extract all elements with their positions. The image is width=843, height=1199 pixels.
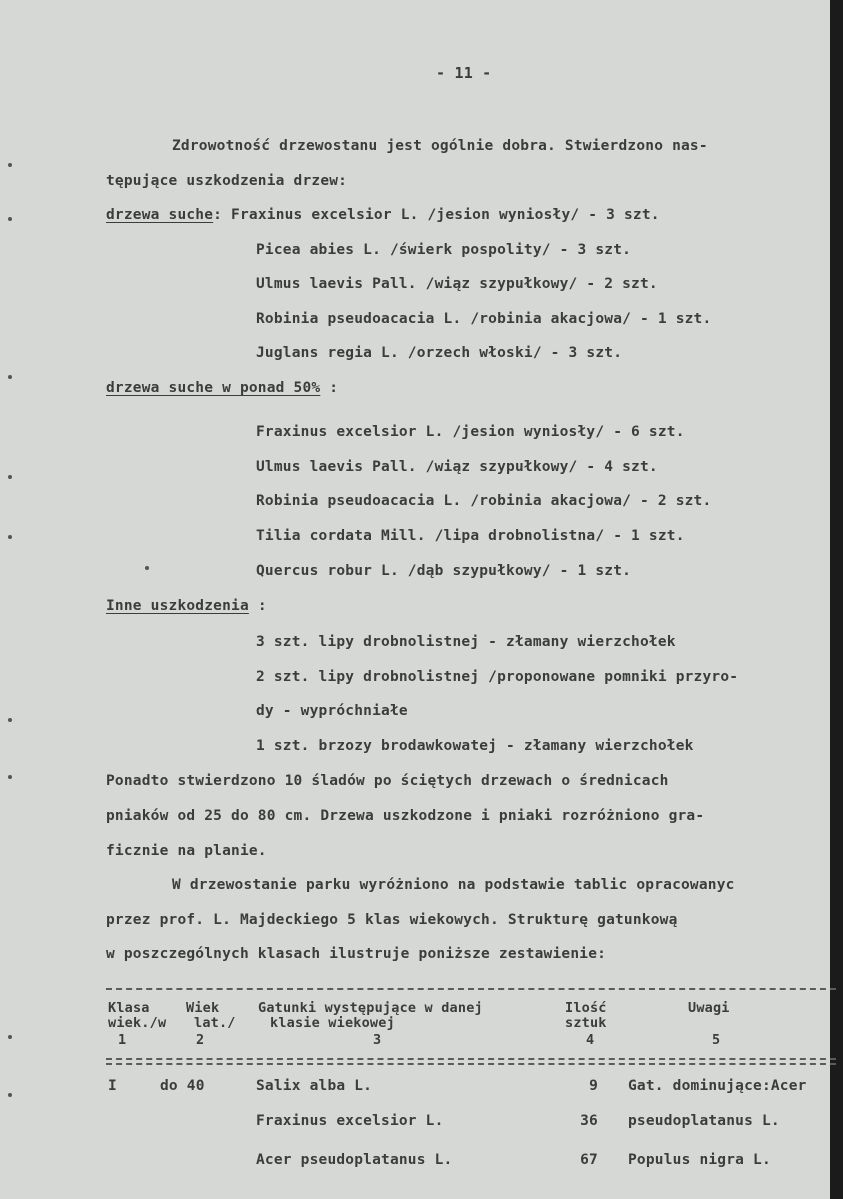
dry-trees-heading-row — [106, 206, 660, 224]
dry-trees-item: Picea abies L. /świerk pospolity/ - 3 szt. — [256, 242, 632, 258]
paragraph1-line: Ponadto stwierdzono 10 śladów po ściętych drzewach o średnicach — [106, 773, 669, 789]
dry-over-50-heading: drzewa suche w ponad 50% — [106, 380, 321, 396]
table-header-gatunki: klasie wiekowej — [270, 1015, 395, 1031]
scan-edge — [830, 0, 843, 1199]
table-cell-gatunek: Fraxinus excelsior L. — [256, 1113, 444, 1129]
scan-dot — [8, 775, 12, 779]
table-header-ilosc: sztuk — [565, 1015, 607, 1031]
dry-trees-heading: drzewa suche — [106, 207, 214, 223]
dry-trees-colon: : — [213, 207, 223, 223]
paragraph1-line: pniaków od 25 do 80 cm. Drzewa uszkodzone i pniaki rozróżniono gra- — [106, 808, 705, 824]
dry-over-50-colon: : — [329, 380, 339, 396]
scan-dot — [145, 566, 149, 570]
page-number: - 11 - — [436, 64, 492, 82]
intro-line-1: Zdrowotność drzewostanu jest ogólnie dobra. Stwierdzono nas- — [172, 138, 708, 154]
scan-dot — [8, 718, 12, 722]
dry-over-50-item: Robinia pseudoacacia L. /robinia akacjowa/ - 2 szt. — [256, 493, 712, 509]
table-cell-uwagi: Populus nigra L. — [628, 1152, 771, 1168]
table-cell-ilosc: 67 — [580, 1152, 598, 1168]
table-col-number: 2 — [196, 1032, 205, 1048]
table-top-rule — [106, 988, 836, 990]
dry-trees-item: Ulmus laevis Pall. /wiąz szypułkowy/ - 2 szt. — [256, 276, 658, 292]
scan-dot — [8, 1093, 12, 1097]
dry-over-50-item: Tilia cordata Mill. /lipa drobnolistna/ - 1 szt. — [256, 528, 685, 544]
table-cell-gatunek: Acer pseudoplatanus L. — [256, 1152, 453, 1168]
dry-over-50-item: Ulmus laevis Pall. /wiąz szypułkowy/ - 4 szt. — [256, 459, 658, 475]
table-cell-uwagi: Gat. dominujące:Acer — [628, 1078, 807, 1094]
other-damage-item: dy - wypróchniałe — [256, 703, 408, 719]
table-cell-wiek: do 40 — [160, 1078, 205, 1094]
other-damage-item: 3 szt. lipy drobnolistnej - złamany wierzchołek — [256, 634, 676, 650]
table-header-wiek: lat./ — [194, 1015, 236, 1031]
table-cell-gatunek: Salix alba L. — [256, 1078, 373, 1094]
other-damage-heading: Inne uszkodzenia — [106, 598, 249, 614]
dry-over-50-heading-row — [106, 379, 338, 397]
dry-trees-item: Robinia pseudoacacia L. /robinia akacjowa/ - 1 szt. — [256, 311, 712, 327]
paragraph1-line: ficznie na planie. — [106, 843, 267, 859]
table-cell-ilosc: 9 — [589, 1078, 598, 1094]
table-header-rule — [106, 1063, 836, 1065]
paragraph2-line: w poszczególnych klasach ilustruje poniższe zestawienie: — [106, 946, 607, 962]
other-damage-item: 2 szt. lipy drobnolistnej /proponowane pomniki przyro- — [256, 669, 739, 685]
table-header-gatunki: Gatunki występujące w danej — [258, 1000, 483, 1016]
dry-trees-item: Juglans regia L. /orzech włoski/ - 3 szt. — [256, 345, 623, 361]
table-header-uwagi: Uwagi — [688, 1000, 730, 1016]
other-damage-heading-row — [106, 597, 267, 615]
table-header-rule — [106, 1058, 836, 1060]
table-col-number: 3 — [373, 1032, 382, 1048]
table-header-klasa: wiek./w — [108, 1015, 167, 1031]
other-damage-colon: : — [257, 598, 267, 614]
table-header-klasa: Klasa — [108, 1000, 150, 1016]
scan-dot — [8, 217, 12, 221]
table-header-ilosc: Ilość — [565, 1000, 607, 1016]
table-col-number: 5 — [712, 1032, 721, 1048]
other-damage-item: 1 szt. brzozy brodawkowatej - złamany wierzchołek — [256, 738, 694, 754]
dry-over-50-item: Fraxinus excelsior L. /jesion wyniosły/ - 6 szt. — [256, 424, 685, 440]
table-cell-uwagi: pseudoplatanus L. — [628, 1113, 780, 1129]
paragraph2-line: przez prof. L. Majdeckiego 5 klas wiekowych. Strukturę gatunkową — [106, 912, 678, 928]
dry-trees-item: Fraxinus excelsior L. /jesion wyniosły/ - 3 szt. — [231, 207, 660, 223]
paragraph2-line: W drzewostanie parku wyróżniono na podstawie tablic opracowanyc — [172, 877, 735, 893]
table-col-number: 4 — [586, 1032, 595, 1048]
table-col-number: 1 — [118, 1032, 127, 1048]
table-header-wiek: Wiek — [186, 1000, 220, 1016]
intro-line-2: tępujące uszkodzenia drzew: — [106, 173, 348, 189]
scan-dot — [8, 475, 12, 479]
scan-dot — [8, 1035, 12, 1039]
table-cell-klasa: I — [108, 1078, 117, 1094]
dry-over-50-item: Quercus robur L. /dąb szypułkowy/ - 1 szt. — [256, 563, 632, 579]
scan-dot — [8, 163, 12, 167]
scan-dot — [8, 535, 12, 539]
table-cell-ilosc: 36 — [580, 1113, 598, 1129]
scan-dot — [8, 375, 12, 379]
